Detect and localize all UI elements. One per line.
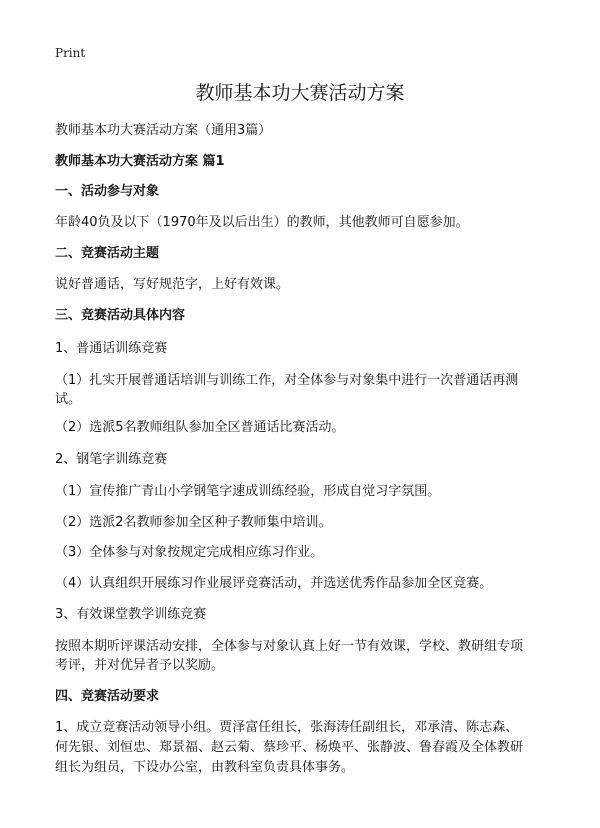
document-title: 教师基本功大赛活动方案 [195, 82, 405, 104]
item-1-1-line-2: 试。 [55, 392, 82, 407]
heading-1: 一、活动参与对象 [55, 184, 160, 199]
item-2-4: （4）认真组织开展练习作业展评竞赛活动，并选送优秀作品参加全区竞赛。 [55, 576, 493, 591]
document-subtitle: 教师基本功大赛活动方案（通用3篇） [55, 123, 272, 138]
item-2-2: （2）选派2名教师参加全区种子教师集中培训。 [55, 515, 332, 530]
subheading-2: 2、钢笔字训练竞赛 [55, 452, 168, 467]
item-2-1: （1）宣传推广青山小学钢笔字速成训练经验，形成自觉习字氛围。 [55, 484, 441, 499]
paragraph-2: 说好普通话，写好规范字，上好有效课。 [55, 277, 290, 292]
item-2-3: （3）全体参与对象按规定完成相应练习作业。 [55, 545, 324, 560]
heading-3: 三、竞赛活动具体内容 [55, 308, 186, 323]
requirement-1-line-2: 何先银、刘恒忠、郑景福、赵云菊、蔡珍平、杨焕平、张静波、鲁春霞及全体教研 [55, 740, 524, 755]
subheading-1: 1、普通话训练竞赛 [55, 341, 168, 356]
paragraph-3-line-1: 按照本期听评课活动安排，全体参与对象认真上好一节有效课，学校、教研组专项 [55, 639, 524, 654]
requirement-1-line-3: 组长为组员，下设办公室，由教科室负责具体事务。 [55, 760, 355, 775]
heading-4: 四、竞赛活动要求 [55, 689, 160, 704]
heading-2: 二、竞赛活动主题 [55, 246, 160, 261]
item-1-1-line-1: （1）扎实开展普通话培训与训练工作，对全体参与对象集中进行一次普通话再测 [55, 373, 519, 388]
subheading-3: 3、有效课堂教学训练竞赛 [55, 607, 207, 622]
requirement-1-line-1: 1、成立竞赛活动领导小组。贾泽富任组长，张海涛任副组长，邓承清、陈志森、 [55, 720, 519, 735]
print-label: Print [55, 46, 86, 60]
item-1-2: （2）选派5名教师组队参加全区普通话比赛活动。 [55, 420, 345, 435]
paragraph-1: 年龄40负及以下（1970年及以后出生）的教师，其他教师可自愿参加。 [55, 215, 469, 230]
section-title: 教师基本功大赛活动方案 篇1 [55, 154, 225, 169]
paragraph-3-line-2: 考评，并对优异者予以奖励。 [55, 658, 225, 673]
